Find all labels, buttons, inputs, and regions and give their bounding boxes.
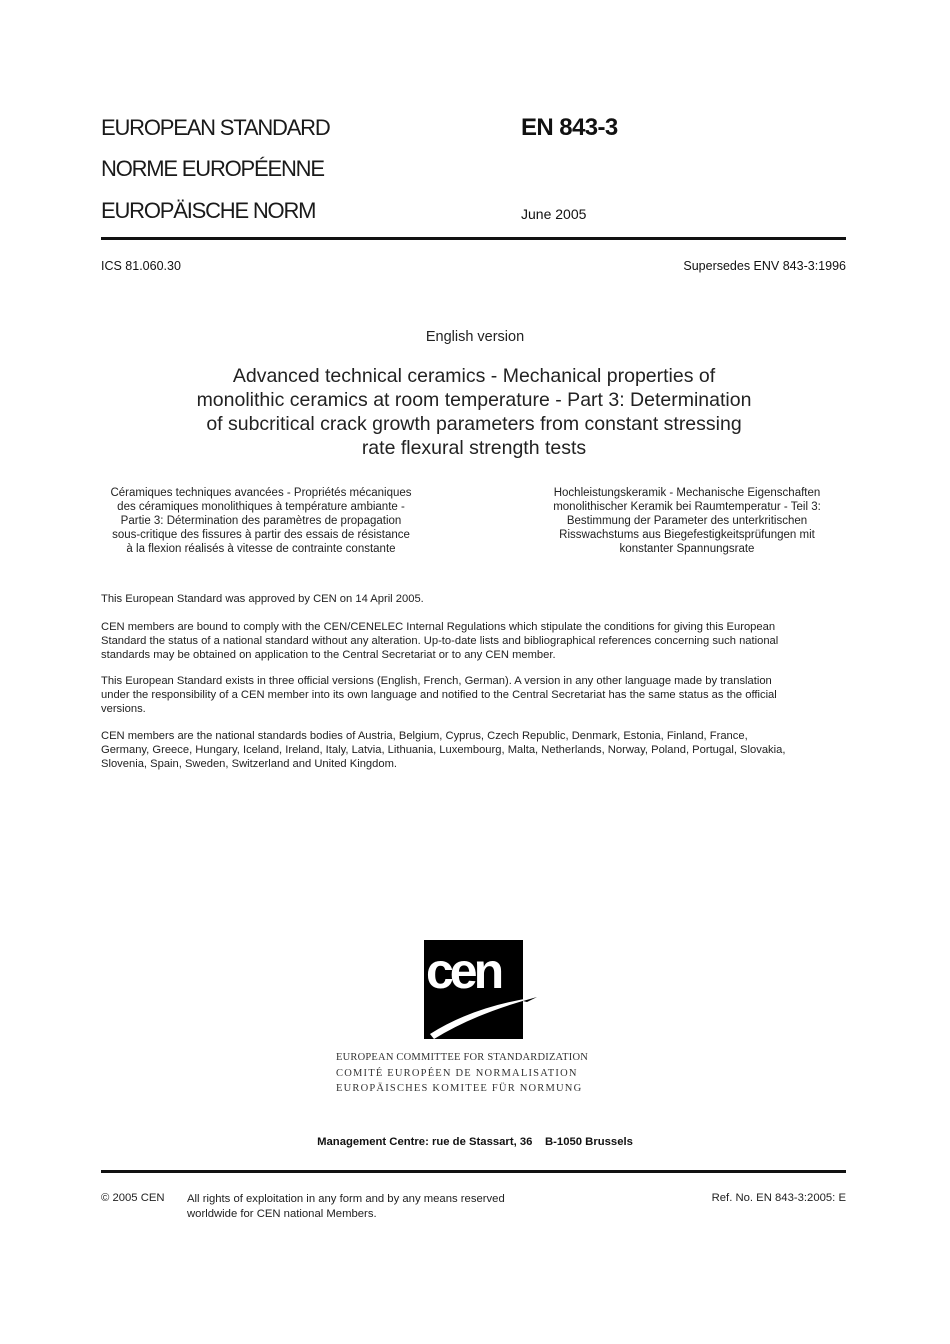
cen-logo-mark (424, 940, 539, 1040)
version-label: English version (425, 329, 525, 345)
versions-paragraph (101, 674, 846, 717)
title-french-line: Céramiques techniques avancées - Propriétés mécaniques (110, 487, 412, 499)
publication-date: June 2005 (521, 206, 587, 222)
rights-line: worldwide for CEN national Members. (187, 1207, 377, 1220)
paragraph-line: Slovenia, Spain, Sweden, Switzerland and United Kingdom. (101, 758, 398, 771)
paragraph-line: standards may be obtained on application to the Central Secretariat or to any CEN member. (101, 649, 556, 662)
paragraph-line: Standard the status of a national standard without any alteration. Up-to-date lists and bibliographical references concerning such national (101, 635, 779, 648)
cen-logo-text: cen (426, 943, 501, 999)
committee-line: COMITÉ EUROPÉEN DE NORMALISATION (336, 1067, 578, 1079)
rights-statement (187, 1192, 505, 1221)
title-line: rate flexural strength tests (361, 437, 587, 459)
standard-name-de: EUROPÄISCHE NORM (101, 198, 316, 223)
paragraph-line: versions. (101, 703, 146, 716)
standard-name-fr: NORME EUROPÉENNE (101, 156, 324, 181)
reference-number: Ref. No. EN 843-3:2005: E (711, 1192, 846, 1204)
header-rule (101, 237, 846, 240)
title-german-line: Risswachstums aus Biegefestigkeitsprüfungen mit (559, 529, 815, 541)
title-french-line: des céramiques monolithiques à température ambiante - (117, 501, 405, 513)
ics-code: ICS 81.060.30 (101, 259, 181, 273)
title-german (528, 486, 846, 556)
paragraph-line: CEN members are the national standards bodies of Austria, Belgium, Cyprus, Czech Republic, Denmark, Estonia, Finland, France, (101, 730, 748, 742)
supersedes-note: Supersedes ENV 843-3:1996 (683, 259, 846, 273)
title-line: of subcritical crack growth parameters from constant stressing (206, 413, 742, 435)
title-german-line: Bestimmung der Parameter des unterkritischen (566, 515, 808, 527)
members-paragraph (101, 729, 846, 772)
committee-line: EUROPEAN COMMITTEE FOR STANDARDIZATION (336, 1052, 589, 1063)
title-french-line: sous-critique des fissures à partir des essais de résistance (112, 529, 410, 541)
compliance-paragraph (101, 620, 846, 663)
title-line: monolithic ceramics at room temperature - Part 3: Determination (196, 389, 752, 411)
management-centre: Management Centre: rue de Stassart, 36 B-1050 Brussels (317, 1136, 633, 1148)
rights-line: All rights of exploitation in any form and by any means reserved (187, 1193, 505, 1205)
paragraph-line: under the responsibility of a CEN member into its own language and notified to the Central Secretariat has the same status as the official (101, 689, 777, 702)
paragraph-line: This European Standard was approved by CEN on 14 April 2005. (101, 593, 424, 605)
footer-rule (101, 1170, 846, 1173)
title-french-line: Partie 3: Détermination des paramètres de propagation (120, 515, 402, 527)
paragraph-line: Germany, Greece, Hungary, Iceland, Ireland, Italy, Latvia, Lithuania, Luxembourg, Malta, Netherlands, Norway, Poland, Portugal, Slovakia, (101, 744, 786, 757)
title-french (95, 486, 427, 556)
standard-number: EN 843-3 (521, 114, 618, 141)
copyright: © 2005 CEN (101, 1192, 165, 1204)
title-line: Advanced technical ceramics - Mechanical properties of (232, 365, 716, 387)
paragraph-line: CEN members are bound to comply with the CEN/CENELEC Internal Regulations which stipulate the conditions for giving this European (101, 621, 776, 633)
approval-paragraph (101, 592, 846, 606)
title-french-line: à la flexion réalisés à vitesse de contrainte constante (126, 543, 396, 555)
committee-line: EUROPÄISCHES KOMITEE FÜR NORMUNG (336, 1083, 583, 1094)
standard-name-en: EUROPEAN STANDARD (101, 115, 330, 140)
paragraph-line: This European Standard exists in three official versions (English, French, German). A version in any other language made by translation (101, 675, 772, 687)
cen-logo (424, 940, 539, 1040)
title-german-line: konstanter Spannungsrate (619, 543, 755, 555)
title-german-line: monolithischer Keramik bei Raumtemperatur - Teil 3: (553, 501, 821, 513)
title-german-line: Hochleistungskeramik - Mechanische Eigenschaften (553, 487, 821, 499)
committee-names (336, 1050, 588, 1097)
document-title (150, 364, 798, 460)
